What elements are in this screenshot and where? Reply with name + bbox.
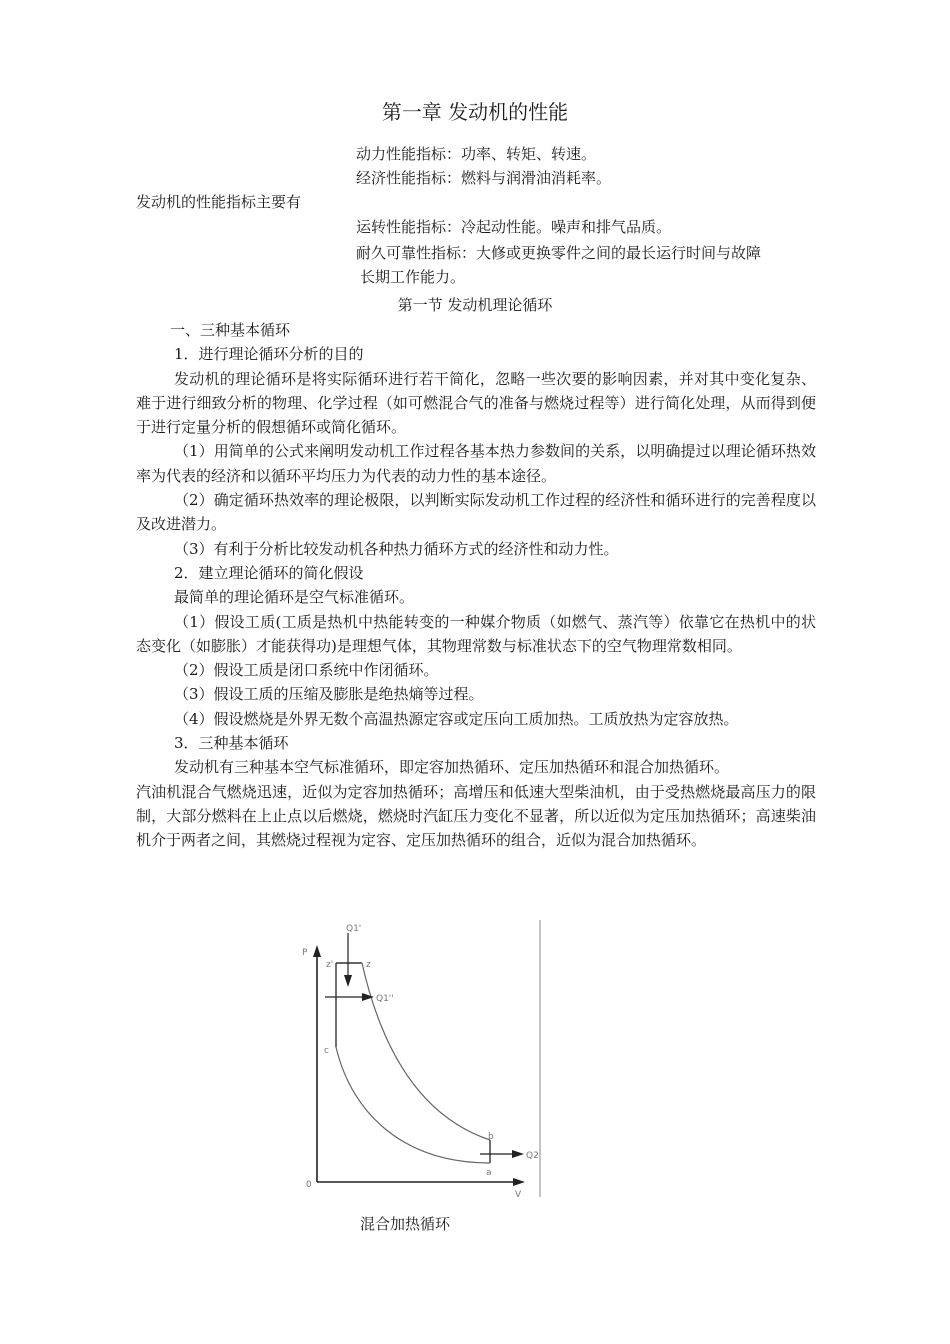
paragraph-assumption-2: （2）假设工质是闭口系统中作闭循环。 — [174, 661, 439, 680]
paragraph-assumption-1: （1）假设工质(工质是热机中热能转变的一种媒介物质（如燃气、蒸汽等）依靠它在热机中的状态变化（如膨胀）才能获得功)是理想气体，其物理常数与标准状态下的空气物理常数相同。 — [136, 612, 816, 655]
point-a-label: a — [486, 1168, 492, 1178]
paragraph-basic-cycles: 发动机有三种基本空气标准循环，即定容加热循环、定压加热循环和混合加热循环。 — [174, 758, 730, 777]
indicator-durability-line1: 耐久可靠性指标：大修或更换零件之间的最长运行时间与故障 — [356, 244, 762, 262]
origin-label: 0 — [306, 1180, 312, 1190]
section-title: 第一节 发动机理论循环 — [397, 296, 553, 314]
point-c-label: c — [324, 1046, 329, 1056]
point-b-label: b — [488, 1132, 494, 1142]
p-axis-label: P — [302, 948, 308, 958]
indicator-economy: 经济性能指标：燃料与润滑油消耗率。 — [356, 169, 612, 187]
paragraph-purpose-2: （2）确定循环热效率的理论极限，以判断实际发动机工作过程的经济性和循环进行的完善程度以及改进潜力。 — [136, 491, 816, 534]
indicators-main-label: 发动机的性能指标主要有 — [136, 193, 302, 211]
paragraph-engine-types: 汽油机混合气燃烧迅速，近似为定容加热循环；高增压和低速大型柴油机，由于受热燃烧最高压力的限制，大部分燃料在上止点以后燃烧，燃烧时汽缸压力变化不显著，所以近似为定压加热循环；高速柴油机介于两者之间，其燃烧过程视为定容、定压加热循环的组合，近似为混合加热循环。 — [136, 782, 816, 850]
mixed-cycle-pv-diagram — [290, 915, 560, 1205]
heading-purpose: 1．进行理论循环分析的目的 — [174, 345, 364, 364]
heading-three-cycles: 一、三种基本循环 — [170, 321, 291, 339]
body-text — [136, 318, 816, 853]
indicator-operation: 运转性能指标：冷起动性能。噪声和排气品质。 — [356, 218, 672, 236]
indicator-durability-line2: 长期工作能力。 — [360, 268, 466, 286]
v-axis-arrow-icon — [513, 1178, 525, 1186]
p-axis-arrow-icon — [313, 945, 321, 957]
heading-basic-cycles: 3．三种基本循环 — [174, 734, 289, 753]
paragraph-purpose-3: （3）有利于分析比较发动机各种热力循环方式的经济性和动力性。 — [174, 539, 619, 558]
expansion-curve — [362, 963, 490, 1140]
paragraph-assumption-4: （4）假设燃烧是外界无数个高温热源定容或定压向工质加热。工质放热为定容放热。 — [174, 709, 739, 728]
paragraph-purpose-1: （1）用简单的公式来阐明发动机工作过程各基本热力参数间的关系，以明确提过以理论循环热效率为代表的经济和以循环平均压力为代表的动力性的基本途径。 — [136, 442, 816, 485]
paragraph-assumption-3: （3）假设工质的压缩及膨胀是绝热熵等过程。 — [174, 685, 484, 704]
heading-assumptions: 2．建立理论循环的简化假设 — [174, 563, 364, 582]
compression-curve — [336, 1047, 490, 1163]
point-z-label: z — [366, 960, 371, 970]
point-z1-label: z' — [326, 960, 334, 970]
figure-caption: 混合加热循环 — [359, 1215, 450, 1233]
q1-side-label: Q1'' — [376, 994, 394, 1004]
q1-top-arrow-icon — [344, 975, 352, 987]
q2-label: Q2 — [526, 1151, 539, 1161]
v-axis-label: V — [515, 1190, 522, 1200]
paragraph-air-standard: 最简单的理论循环是空气标准循环。 — [174, 588, 415, 607]
paragraph-theory-cycle: 发动机的理论循环是将实际循环进行若干简化，忽略一些次要的影响因素，并对其中变化复杂、难于进行细致分析的物理、化学过程（如可燃混合气的准备与燃烧过程等）进行简化处理，从而得到便于进行定量分析的假想循环或简化循环。 — [136, 369, 816, 437]
indicator-power: 动力性能指标：功率、转矩、转速。 — [356, 145, 597, 163]
q2-arrow-icon — [512, 1150, 524, 1158]
q1-top-label: Q1' — [346, 924, 362, 934]
chapter-title: 第一章 发动机的性能 — [381, 100, 569, 124]
